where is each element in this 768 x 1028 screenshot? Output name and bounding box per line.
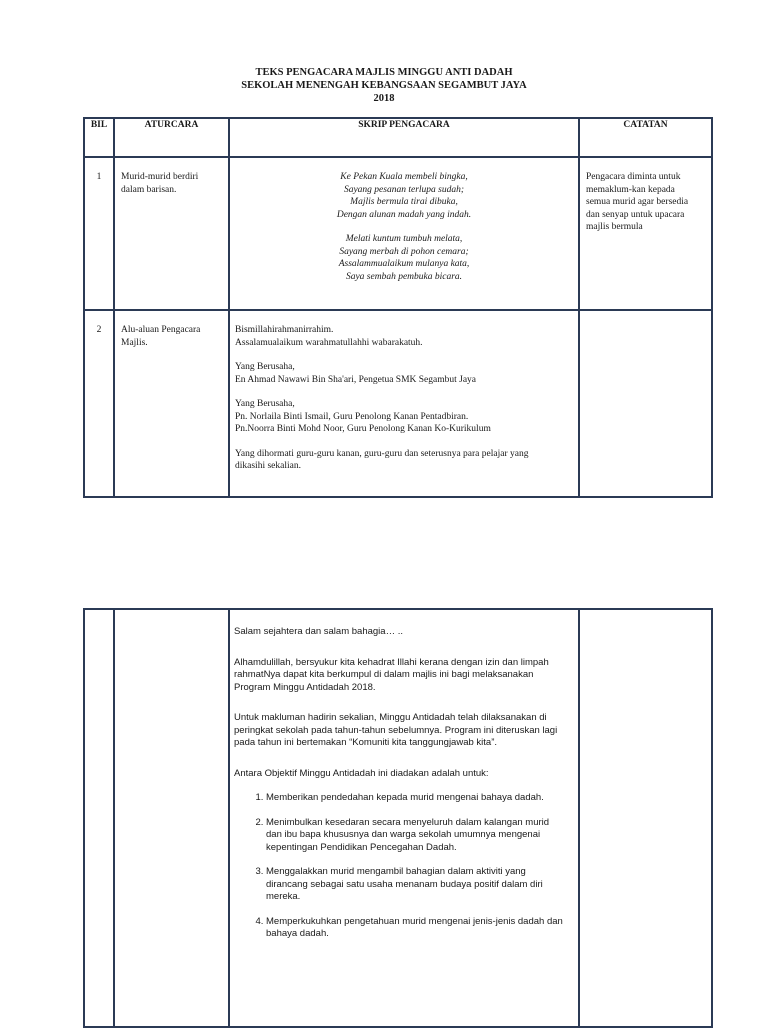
objective-line: 3. Menggalakkan murid mengambil bahagian dalam aktiviti yang bbox=[266, 866, 526, 877]
speech-line: Untuk makluman hadirin sekalian, Minggu Antidadah telah dilaksanakan di bbox=[234, 712, 547, 723]
script-block bbox=[235, 398, 572, 436]
speech-line: pada tahun ini bertemakan “Komuniti kita tanggungjawab kita”. bbox=[234, 737, 497, 748]
script-line: Pn.Noorra Binti Mohd Noor, Guru Penolong Kanan Ko-Kurikulum bbox=[235, 424, 491, 434]
opening-speech-cell bbox=[229, 609, 579, 1027]
script-block bbox=[235, 361, 572, 386]
welcome-script-cell bbox=[229, 310, 579, 497]
aturcara-cell bbox=[114, 157, 229, 310]
title-line-3: 2018 bbox=[373, 93, 395, 104]
speech-line: rahmatNya dapat kita berkumpul di dalam majlis ini bagi melaksanakan bbox=[234, 669, 534, 680]
script-line: Pn. Norlaila Binti Ismail, Guru Penolong Kanan Pentadbiran. bbox=[235, 411, 469, 422]
objective-line: dirancang sebagai satu usaha menanam budaya positif dalam diri bbox=[266, 878, 543, 890]
script-block bbox=[235, 324, 572, 349]
aturcara-cell bbox=[114, 310, 229, 497]
catatan-cell bbox=[579, 157, 712, 310]
script-line: Yang Berusaha, bbox=[235, 399, 295, 409]
pantun-line: Majlis bermula tirai dibuka, bbox=[350, 197, 458, 207]
objective-line: mereka. bbox=[266, 891, 301, 902]
row-number: 1 bbox=[84, 157, 114, 310]
list-item bbox=[266, 916, 570, 941]
header-skrip: SKRIP PENGACARA bbox=[229, 118, 579, 157]
program-table-continued bbox=[83, 608, 713, 1028]
table-header-row bbox=[84, 118, 712, 157]
catatan-cell bbox=[579, 310, 712, 497]
pantun-stanza bbox=[230, 171, 578, 221]
list-item bbox=[266, 792, 570, 805]
pantun-line: Melati kuntum tumbuh melata, bbox=[345, 234, 463, 244]
program-table bbox=[83, 117, 713, 498]
speech-paragraph bbox=[234, 626, 570, 639]
speech-line: Program Minggu Antidadah 2018. bbox=[234, 681, 376, 693]
pantun-line: Ke Pekan Kuala membeli bingka, bbox=[340, 172, 468, 182]
title-line-2: SEKOLAH MENENGAH KEBANGSAAN SEGAMBUT JAYA bbox=[241, 80, 527, 91]
pantun-line: Saya sembah pembuka bicara. bbox=[345, 271, 463, 282]
row-number bbox=[84, 609, 114, 1027]
aturcara-line: Alu-aluan Pengacara bbox=[121, 325, 201, 335]
row-number: 2 bbox=[84, 310, 114, 497]
speech-line: Antara Objektif Minggu Antidadah ini diadakan adalah untuk: bbox=[234, 767, 489, 779]
catatan-cell bbox=[579, 609, 712, 1027]
script-line: dikasihi sekalian. bbox=[235, 461, 301, 471]
speech-paragraph bbox=[234, 768, 570, 781]
catatan-line: semua murid agar bersedia bbox=[586, 197, 689, 207]
objective-line: bahaya dadah. bbox=[266, 928, 329, 939]
header-bil: BIL bbox=[84, 118, 114, 157]
speech-line: Alhamdulillah, bersyukur kita kehadrat Illahi kerana dengan izin dan limpah bbox=[234, 656, 549, 668]
objective-line: 4. Memperkukuhkan pengetahuan murid mengenai jenis-jenis dadah dan bbox=[266, 915, 563, 927]
aturcara-line: Majlis. bbox=[121, 337, 148, 348]
table-row bbox=[84, 157, 712, 310]
catatan-line: dan senyap untuk upacara bbox=[586, 209, 685, 220]
objective-line: kepentingan Pendidikan Pencegahan Dadah. bbox=[266, 841, 457, 853]
speech-line: Salam sejahtera dan salam bahagia… .. bbox=[234, 626, 403, 637]
objective-line: 2. Menimbulkan kesedaran secara menyeluruh dalam kalangan murid bbox=[266, 816, 550, 828]
script-line: Assalamualaikum warahmatullahhi wabarakatuh. bbox=[235, 337, 423, 348]
table-row bbox=[84, 609, 712, 1027]
script-line: Bismillahirahmanirrahim. bbox=[235, 325, 334, 335]
script-line: Yang Berusaha, bbox=[235, 362, 295, 372]
pantun-stanza bbox=[230, 233, 578, 283]
speech-paragraph bbox=[234, 712, 570, 750]
objective-line: 1. Memberikan pendedahan kepada murid mengenai bahaya dadah. bbox=[266, 792, 544, 803]
catatan-line: Pengacara diminta untuk bbox=[586, 172, 681, 182]
pantun-cell bbox=[229, 157, 579, 310]
aturcara-line: dalam barisan. bbox=[121, 184, 177, 195]
pantun-line: Sayang merbah di pohon cemara; bbox=[339, 246, 469, 257]
pantun-line: Assalammualaikum mulanya kata, bbox=[338, 259, 470, 269]
speech-paragraph bbox=[234, 657, 570, 695]
pantun-line: Dengan alunan madah yang indah. bbox=[336, 209, 472, 220]
script-line: Yang dihormati guru-guru kanan, guru-guru dan seterusnya para pelajar yang bbox=[235, 448, 529, 459]
aturcara-line: Murid-murid berdiri bbox=[121, 172, 199, 182]
script-line: En Ahmad Nawawi Bin Sha'ari, Pengetua SMK Segambut Jaya bbox=[235, 374, 477, 385]
script-block bbox=[235, 448, 572, 473]
list-item bbox=[266, 866, 570, 904]
list-item bbox=[266, 817, 570, 855]
header-catatan: CATATAN bbox=[579, 118, 712, 157]
catatan-line: memaklum-kan kepada bbox=[586, 184, 675, 195]
header-aturcara: ATURCARA bbox=[114, 118, 229, 157]
pantun-line: Sayang pesanan terlupa sudah; bbox=[343, 184, 465, 195]
table-row bbox=[84, 310, 712, 497]
document-title bbox=[0, 66, 768, 105]
title-line-1: TEKS PENGACARA MAJLIS MINGGU ANTI DADAH bbox=[255, 67, 513, 78]
objective-line: dan ibu bapa khususnya dan warga sekolah umumnya mengenai bbox=[266, 829, 541, 840]
catatan-line: majlis bermula bbox=[586, 222, 643, 232]
speech-line: peringkat sekolah pada tahun-tahun sebelumnya. Program ini diteruskan lagi bbox=[234, 724, 558, 736]
objectives-list bbox=[234, 792, 570, 941]
aturcara-cell bbox=[114, 609, 229, 1027]
